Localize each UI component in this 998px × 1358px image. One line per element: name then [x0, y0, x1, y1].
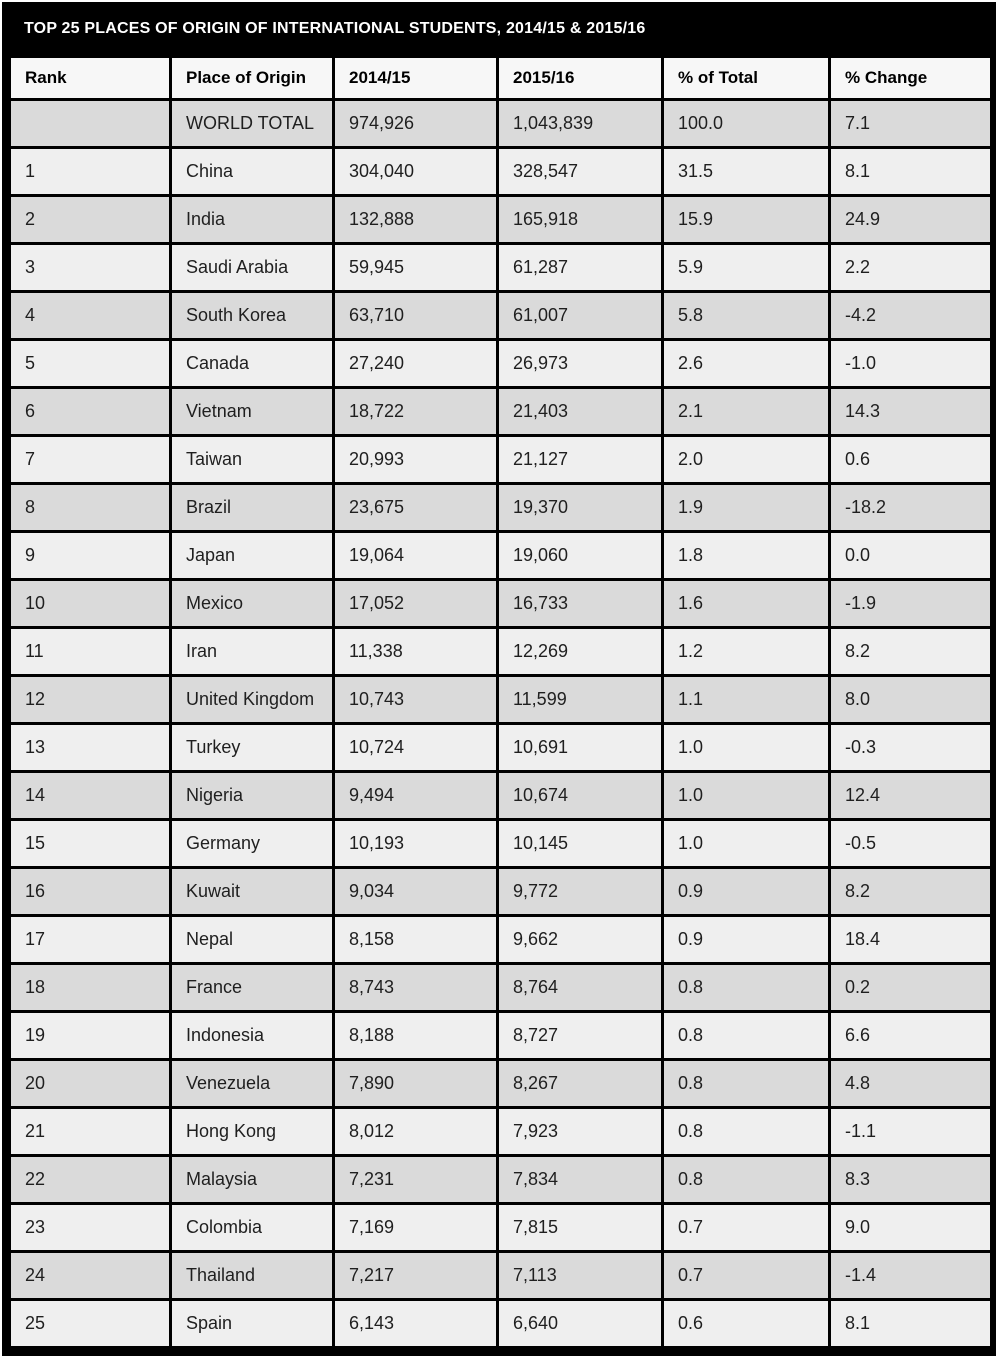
- place-cell: Nigeria: [171, 772, 334, 820]
- value-2014-15-cell: 974,926: [334, 100, 498, 148]
- pct-total-cell: 1.9: [663, 484, 830, 532]
- header-place: Place of Origin: [171, 57, 334, 100]
- value-2014-15-cell: 7,217: [334, 1252, 498, 1300]
- pct-change-cell: 18.4: [830, 916, 992, 964]
- pct-change-cell: 24.9: [830, 196, 992, 244]
- table-row: [10, 916, 992, 964]
- pct-total-cell: 0.9: [663, 868, 830, 916]
- rank-cell: 20: [10, 1060, 171, 1108]
- table-title: TOP 25 PLACES OF ORIGIN OF INTERNATIONAL STUDENTS, 2014/15 & 2015/16: [8, 2, 990, 55]
- value-2015-16-cell: 21,403: [498, 388, 663, 436]
- value-2015-16-cell: 9,662: [498, 916, 663, 964]
- value-2015-16-cell: 10,674: [498, 772, 663, 820]
- header-pct-change: % Change: [830, 57, 992, 100]
- value-2015-16-cell: 7,113: [498, 1252, 663, 1300]
- pct-change-cell: 9.0: [830, 1204, 992, 1252]
- value-2015-16-cell: 8,267: [498, 1060, 663, 1108]
- pct-change-cell: -1.1: [830, 1108, 992, 1156]
- value-2015-16-cell: 21,127: [498, 436, 663, 484]
- place-cell: Thailand: [171, 1252, 334, 1300]
- place-cell: Japan: [171, 532, 334, 580]
- place-cell: Colombia: [171, 1204, 334, 1252]
- pct-total-cell: 1.0: [663, 724, 830, 772]
- rank-cell: 23: [10, 1204, 171, 1252]
- pct-total-cell: 2.6: [663, 340, 830, 388]
- pct-total-cell: 2.0: [663, 436, 830, 484]
- value-2015-16-cell: 8,764: [498, 964, 663, 1012]
- pct-total-cell: 100.0: [663, 100, 830, 148]
- value-2014-15-cell: 20,993: [334, 436, 498, 484]
- place-cell: Mexico: [171, 580, 334, 628]
- pct-change-cell: 4.8: [830, 1060, 992, 1108]
- place-cell: Taiwan: [171, 436, 334, 484]
- place-cell: Canada: [171, 340, 334, 388]
- pct-change-cell: 0.6: [830, 436, 992, 484]
- pct-change-cell: 7.1: [830, 100, 992, 148]
- table-row: [10, 388, 992, 436]
- pct-change-cell: 14.3: [830, 388, 992, 436]
- rank-cell: 18: [10, 964, 171, 1012]
- value-2015-16-cell: 61,287: [498, 244, 663, 292]
- table-row: [10, 1252, 992, 1300]
- value-2015-16-cell: 11,599: [498, 676, 663, 724]
- table-header: [10, 57, 992, 100]
- table-row: [10, 772, 992, 820]
- table-row: [10, 1204, 992, 1252]
- place-cell: India: [171, 196, 334, 244]
- table-row: [10, 820, 992, 868]
- value-2015-16-cell: 7,815: [498, 1204, 663, 1252]
- rank-cell: 12: [10, 676, 171, 724]
- value-2015-16-cell: 12,269: [498, 628, 663, 676]
- place-cell: Kuwait: [171, 868, 334, 916]
- table-row: [10, 484, 992, 532]
- pct-change-cell: -18.2: [830, 484, 992, 532]
- value-2014-15-cell: 10,193: [334, 820, 498, 868]
- pct-change-cell: 12.4: [830, 772, 992, 820]
- pct-total-cell: 15.9: [663, 196, 830, 244]
- value-2015-16-cell: 8,727: [498, 1012, 663, 1060]
- pct-change-cell: 8.3: [830, 1156, 992, 1204]
- table-row: [10, 196, 992, 244]
- pct-total-cell: 31.5: [663, 148, 830, 196]
- pct-total-cell: 1.0: [663, 772, 830, 820]
- table-row: [10, 436, 992, 484]
- value-2015-16-cell: 7,834: [498, 1156, 663, 1204]
- value-2014-15-cell: 132,888: [334, 196, 498, 244]
- header-rank: Rank: [10, 57, 171, 100]
- header-row: [10, 57, 992, 100]
- rank-cell: 6: [10, 388, 171, 436]
- place-cell: France: [171, 964, 334, 1012]
- value-2015-16-cell: 7,923: [498, 1108, 663, 1156]
- pct-change-cell: -1.9: [830, 580, 992, 628]
- rank-cell: 9: [10, 532, 171, 580]
- place-cell: Saudi Arabia: [171, 244, 334, 292]
- value-2015-16-cell: 1,043,839: [498, 100, 663, 148]
- pct-total-cell: 1.1: [663, 676, 830, 724]
- place-cell: Nepal: [171, 916, 334, 964]
- pct-total-cell: 5.8: [663, 292, 830, 340]
- rank-cell: 25: [10, 1300, 171, 1348]
- table-row: [10, 1108, 992, 1156]
- rank-cell: 16: [10, 868, 171, 916]
- pct-change-cell: -1.0: [830, 340, 992, 388]
- place-cell: Brazil: [171, 484, 334, 532]
- pct-total-cell: 0.8: [663, 1012, 830, 1060]
- header-2015-16: 2015/16: [498, 57, 663, 100]
- place-cell: Vietnam: [171, 388, 334, 436]
- table-row: [10, 580, 992, 628]
- pct-total-cell: 0.8: [663, 964, 830, 1012]
- rank-cell: 17: [10, 916, 171, 964]
- value-2014-15-cell: 11,338: [334, 628, 498, 676]
- table-row: [10, 676, 992, 724]
- value-2014-15-cell: 10,724: [334, 724, 498, 772]
- value-2014-15-cell: 6,143: [334, 1300, 498, 1348]
- place-cell: Turkey: [171, 724, 334, 772]
- table-row: [10, 148, 992, 196]
- value-2015-16-cell: 328,547: [498, 148, 663, 196]
- value-2015-16-cell: 16,733: [498, 580, 663, 628]
- value-2014-15-cell: 10,743: [334, 676, 498, 724]
- place-cell: Venezuela: [171, 1060, 334, 1108]
- rank-cell: 2: [10, 196, 171, 244]
- value-2014-15-cell: 19,064: [334, 532, 498, 580]
- header-pct-total: % of Total: [663, 57, 830, 100]
- pct-total-cell: 0.7: [663, 1252, 830, 1300]
- value-2014-15-cell: 27,240: [334, 340, 498, 388]
- rank-cell: 19: [10, 1012, 171, 1060]
- rank-cell: 4: [10, 292, 171, 340]
- table-row: [10, 532, 992, 580]
- table-row: [10, 292, 992, 340]
- place-cell: Iran: [171, 628, 334, 676]
- pct-change-cell: -0.3: [830, 724, 992, 772]
- rank-cell: 5: [10, 340, 171, 388]
- table-row: [10, 244, 992, 292]
- value-2014-15-cell: 18,722: [334, 388, 498, 436]
- value-2015-16-cell: 19,370: [498, 484, 663, 532]
- place-cell: Spain: [171, 1300, 334, 1348]
- world-total-row: [10, 100, 992, 148]
- value-2014-15-cell: 23,675: [334, 484, 498, 532]
- rank-cell: 21: [10, 1108, 171, 1156]
- table-row: [10, 628, 992, 676]
- table-row: [10, 724, 992, 772]
- rank-cell: 22: [10, 1156, 171, 1204]
- rank-cell: 10: [10, 580, 171, 628]
- value-2015-16-cell: 61,007: [498, 292, 663, 340]
- place-cell: Malaysia: [171, 1156, 334, 1204]
- rank-cell: 24: [10, 1252, 171, 1300]
- value-2014-15-cell: 7,169: [334, 1204, 498, 1252]
- pct-total-cell: 1.2: [663, 628, 830, 676]
- rank-cell: 8: [10, 484, 171, 532]
- value-2014-15-cell: 8,012: [334, 1108, 498, 1156]
- value-2015-16-cell: 10,145: [498, 820, 663, 868]
- value-2014-15-cell: 7,890: [334, 1060, 498, 1108]
- table-row: [10, 1300, 992, 1348]
- rank-cell: 3: [10, 244, 171, 292]
- pct-change-cell: -0.5: [830, 820, 992, 868]
- value-2015-16-cell: 6,640: [498, 1300, 663, 1348]
- pct-total-cell: 0.6: [663, 1300, 830, 1348]
- origin-table: [8, 55, 993, 1349]
- pct-change-cell: 8.1: [830, 1300, 992, 1348]
- pct-change-cell: 8.2: [830, 628, 992, 676]
- rank-cell: 15: [10, 820, 171, 868]
- pct-total-cell: 5.9: [663, 244, 830, 292]
- value-2014-15-cell: 304,040: [334, 148, 498, 196]
- table-body: [10, 100, 992, 1348]
- value-2014-15-cell: 8,743: [334, 964, 498, 1012]
- value-2015-16-cell: 26,973: [498, 340, 663, 388]
- pct-change-cell: 2.2: [830, 244, 992, 292]
- table-row: [10, 1012, 992, 1060]
- table-row: [10, 964, 992, 1012]
- value-2014-15-cell: 7,231: [334, 1156, 498, 1204]
- rank-cell: 1: [10, 148, 171, 196]
- pct-change-cell: 0.2: [830, 964, 992, 1012]
- pct-change-cell: 0.0: [830, 532, 992, 580]
- place-cell: United Kingdom: [171, 676, 334, 724]
- rank-cell: 7: [10, 436, 171, 484]
- pct-total-cell: 1.8: [663, 532, 830, 580]
- rank-cell: 11: [10, 628, 171, 676]
- pct-total-cell: 1.6: [663, 580, 830, 628]
- value-2014-15-cell: 17,052: [334, 580, 498, 628]
- place-cell: Indonesia: [171, 1012, 334, 1060]
- value-2014-15-cell: 8,158: [334, 916, 498, 964]
- table-row: [10, 1156, 992, 1204]
- value-2014-15-cell: 59,945: [334, 244, 498, 292]
- value-2014-15-cell: 9,494: [334, 772, 498, 820]
- pct-change-cell: -1.4: [830, 1252, 992, 1300]
- pct-change-cell: 8.0: [830, 676, 992, 724]
- pct-total-cell: 0.7: [663, 1204, 830, 1252]
- pct-change-cell: 8.1: [830, 148, 992, 196]
- pct-total-cell: 2.1: [663, 388, 830, 436]
- pct-total-cell: 1.0: [663, 820, 830, 868]
- header-2014-15: 2014/15: [334, 57, 498, 100]
- rank-cell: 13: [10, 724, 171, 772]
- place-cell: WORLD TOTAL: [171, 100, 334, 148]
- table-row: [10, 1060, 992, 1108]
- pct-change-cell: -4.2: [830, 292, 992, 340]
- rank-cell: 14: [10, 772, 171, 820]
- value-2015-16-cell: 165,918: [498, 196, 663, 244]
- value-2014-15-cell: 63,710: [334, 292, 498, 340]
- pct-total-cell: 0.8: [663, 1156, 830, 1204]
- place-cell: Germany: [171, 820, 334, 868]
- table-row: [10, 340, 992, 388]
- table-frame: [2, 2, 996, 1356]
- pct-change-cell: 8.2: [830, 868, 992, 916]
- value-2015-16-cell: 19,060: [498, 532, 663, 580]
- value-2015-16-cell: 10,691: [498, 724, 663, 772]
- place-cell: Hong Kong: [171, 1108, 334, 1156]
- value-2014-15-cell: 9,034: [334, 868, 498, 916]
- pct-change-cell: 6.6: [830, 1012, 992, 1060]
- pct-total-cell: 0.9: [663, 916, 830, 964]
- place-cell: South Korea: [171, 292, 334, 340]
- value-2014-15-cell: 8,188: [334, 1012, 498, 1060]
- place-cell: China: [171, 148, 334, 196]
- table-row: [10, 868, 992, 916]
- value-2015-16-cell: 9,772: [498, 868, 663, 916]
- rank-cell: [10, 100, 171, 148]
- pct-total-cell: 0.8: [663, 1060, 830, 1108]
- pct-total-cell: 0.8: [663, 1108, 830, 1156]
